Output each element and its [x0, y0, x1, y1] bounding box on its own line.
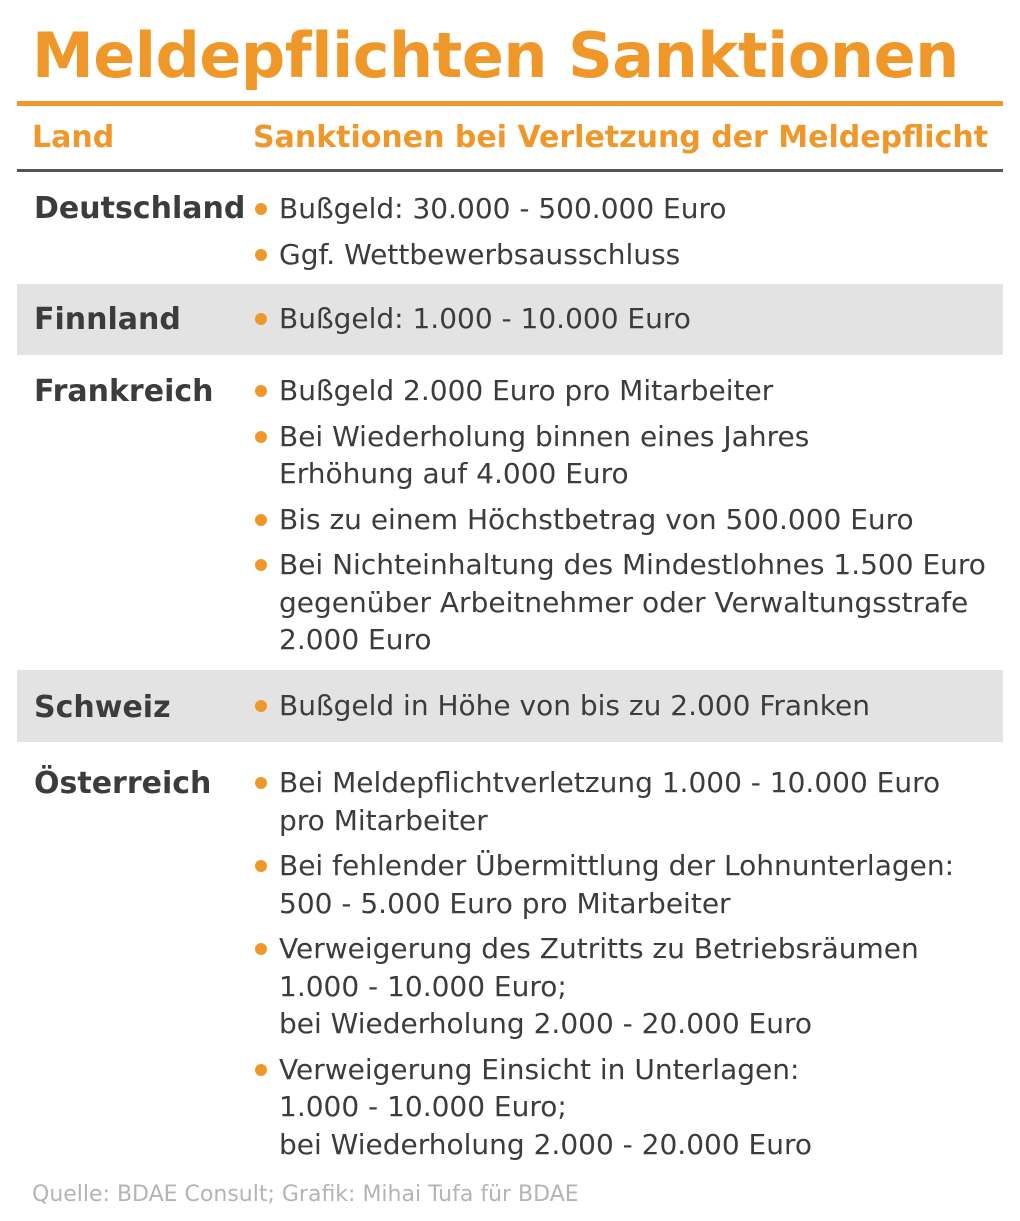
country-label: Österreich — [34, 766, 212, 801]
list-item: Bußgeld 2.000 Euro pro Mitarbeiter — [253, 372, 998, 410]
bullet-icon — [255, 1064, 267, 1076]
table-row-deutschland — [17, 172, 1003, 284]
table-row-schweiz — [17, 670, 1003, 742]
list-item: Bei Wiederholung binnen eines Jahres Erhöhung auf 4.000 Euro — [253, 418, 998, 493]
sanction-list — [253, 687, 998, 733]
column-header-sanktionen: Sanktionen bei Verletzung der Meldepflicht — [253, 120, 989, 155]
list-item: Verweigerung Einsicht in Unterlagen: 1.000 - 10.000 Euro; bei Wiederholung 2.000 - 20.000 Euro — [253, 1051, 998, 1164]
bullet-icon — [255, 700, 267, 712]
list-item: Bis zu einem Höchstbetrag von 500.000 Euro — [253, 501, 998, 539]
list-item: Bußgeld: 30.000 - 500.000 Euro — [253, 190, 998, 228]
sanction-list — [253, 372, 998, 667]
table-row-oesterreich — [17, 742, 1003, 1172]
source-credit: Quelle: BDAE Consult; Grafik: Mihai Tufa für BDAE — [32, 1182, 579, 1207]
page-title: Meldepflichten Sanktionen — [32, 19, 959, 92]
country-label: Deutschland — [34, 191, 246, 226]
list-item: Bußgeld: 1.000 - 10.000 Euro — [253, 300, 998, 338]
list-item: Ggf. Wettbewerbsausschluss — [253, 236, 998, 274]
bullet-icon — [255, 860, 267, 872]
country-label: Schweiz — [34, 690, 171, 725]
bullet-icon — [255, 777, 267, 789]
sanction-list — [253, 190, 998, 281]
title-divider — [17, 101, 1003, 106]
list-item: Bei Meldepflichtverletzung 1.000 - 10.000 Euro pro Mitarbeiter — [253, 764, 998, 839]
column-header-land: Land — [32, 120, 115, 155]
bullet-icon — [255, 514, 267, 526]
table-row-finnland — [17, 284, 1003, 355]
bullet-icon — [255, 559, 267, 571]
list-item: Bei Nichteinhaltung des Mindestlohnes 1.500 Euro gegenüber Arbeitnehmer oder Verwaltungsstrafe 2.000 Euro — [253, 546, 998, 659]
sanction-list — [253, 300, 998, 346]
country-label: Finnland — [34, 302, 181, 337]
list-item: Bei fehlender Übermittlung der Lohnunterlagen: 500 - 5.000 Euro pro Mitarbeiter — [253, 847, 998, 922]
sanction-list — [253, 764, 998, 1171]
bullet-icon — [255, 203, 267, 215]
bullet-icon — [255, 385, 267, 397]
list-item: Bußgeld in Höhe von bis zu 2.000 Franken — [253, 687, 998, 725]
bullet-icon — [255, 431, 267, 443]
country-label: Frankreich — [34, 374, 214, 409]
list-item: Verweigerung des Zutritts zu Betriebsräumen 1.000 - 10.000 Euro; bei Wiederholung 2.000 - 20.000 Euro — [253, 930, 998, 1043]
table-row-frankreich — [17, 355, 1003, 670]
bullet-icon — [255, 943, 267, 955]
bullet-icon — [255, 249, 267, 261]
bullet-icon — [255, 313, 267, 325]
